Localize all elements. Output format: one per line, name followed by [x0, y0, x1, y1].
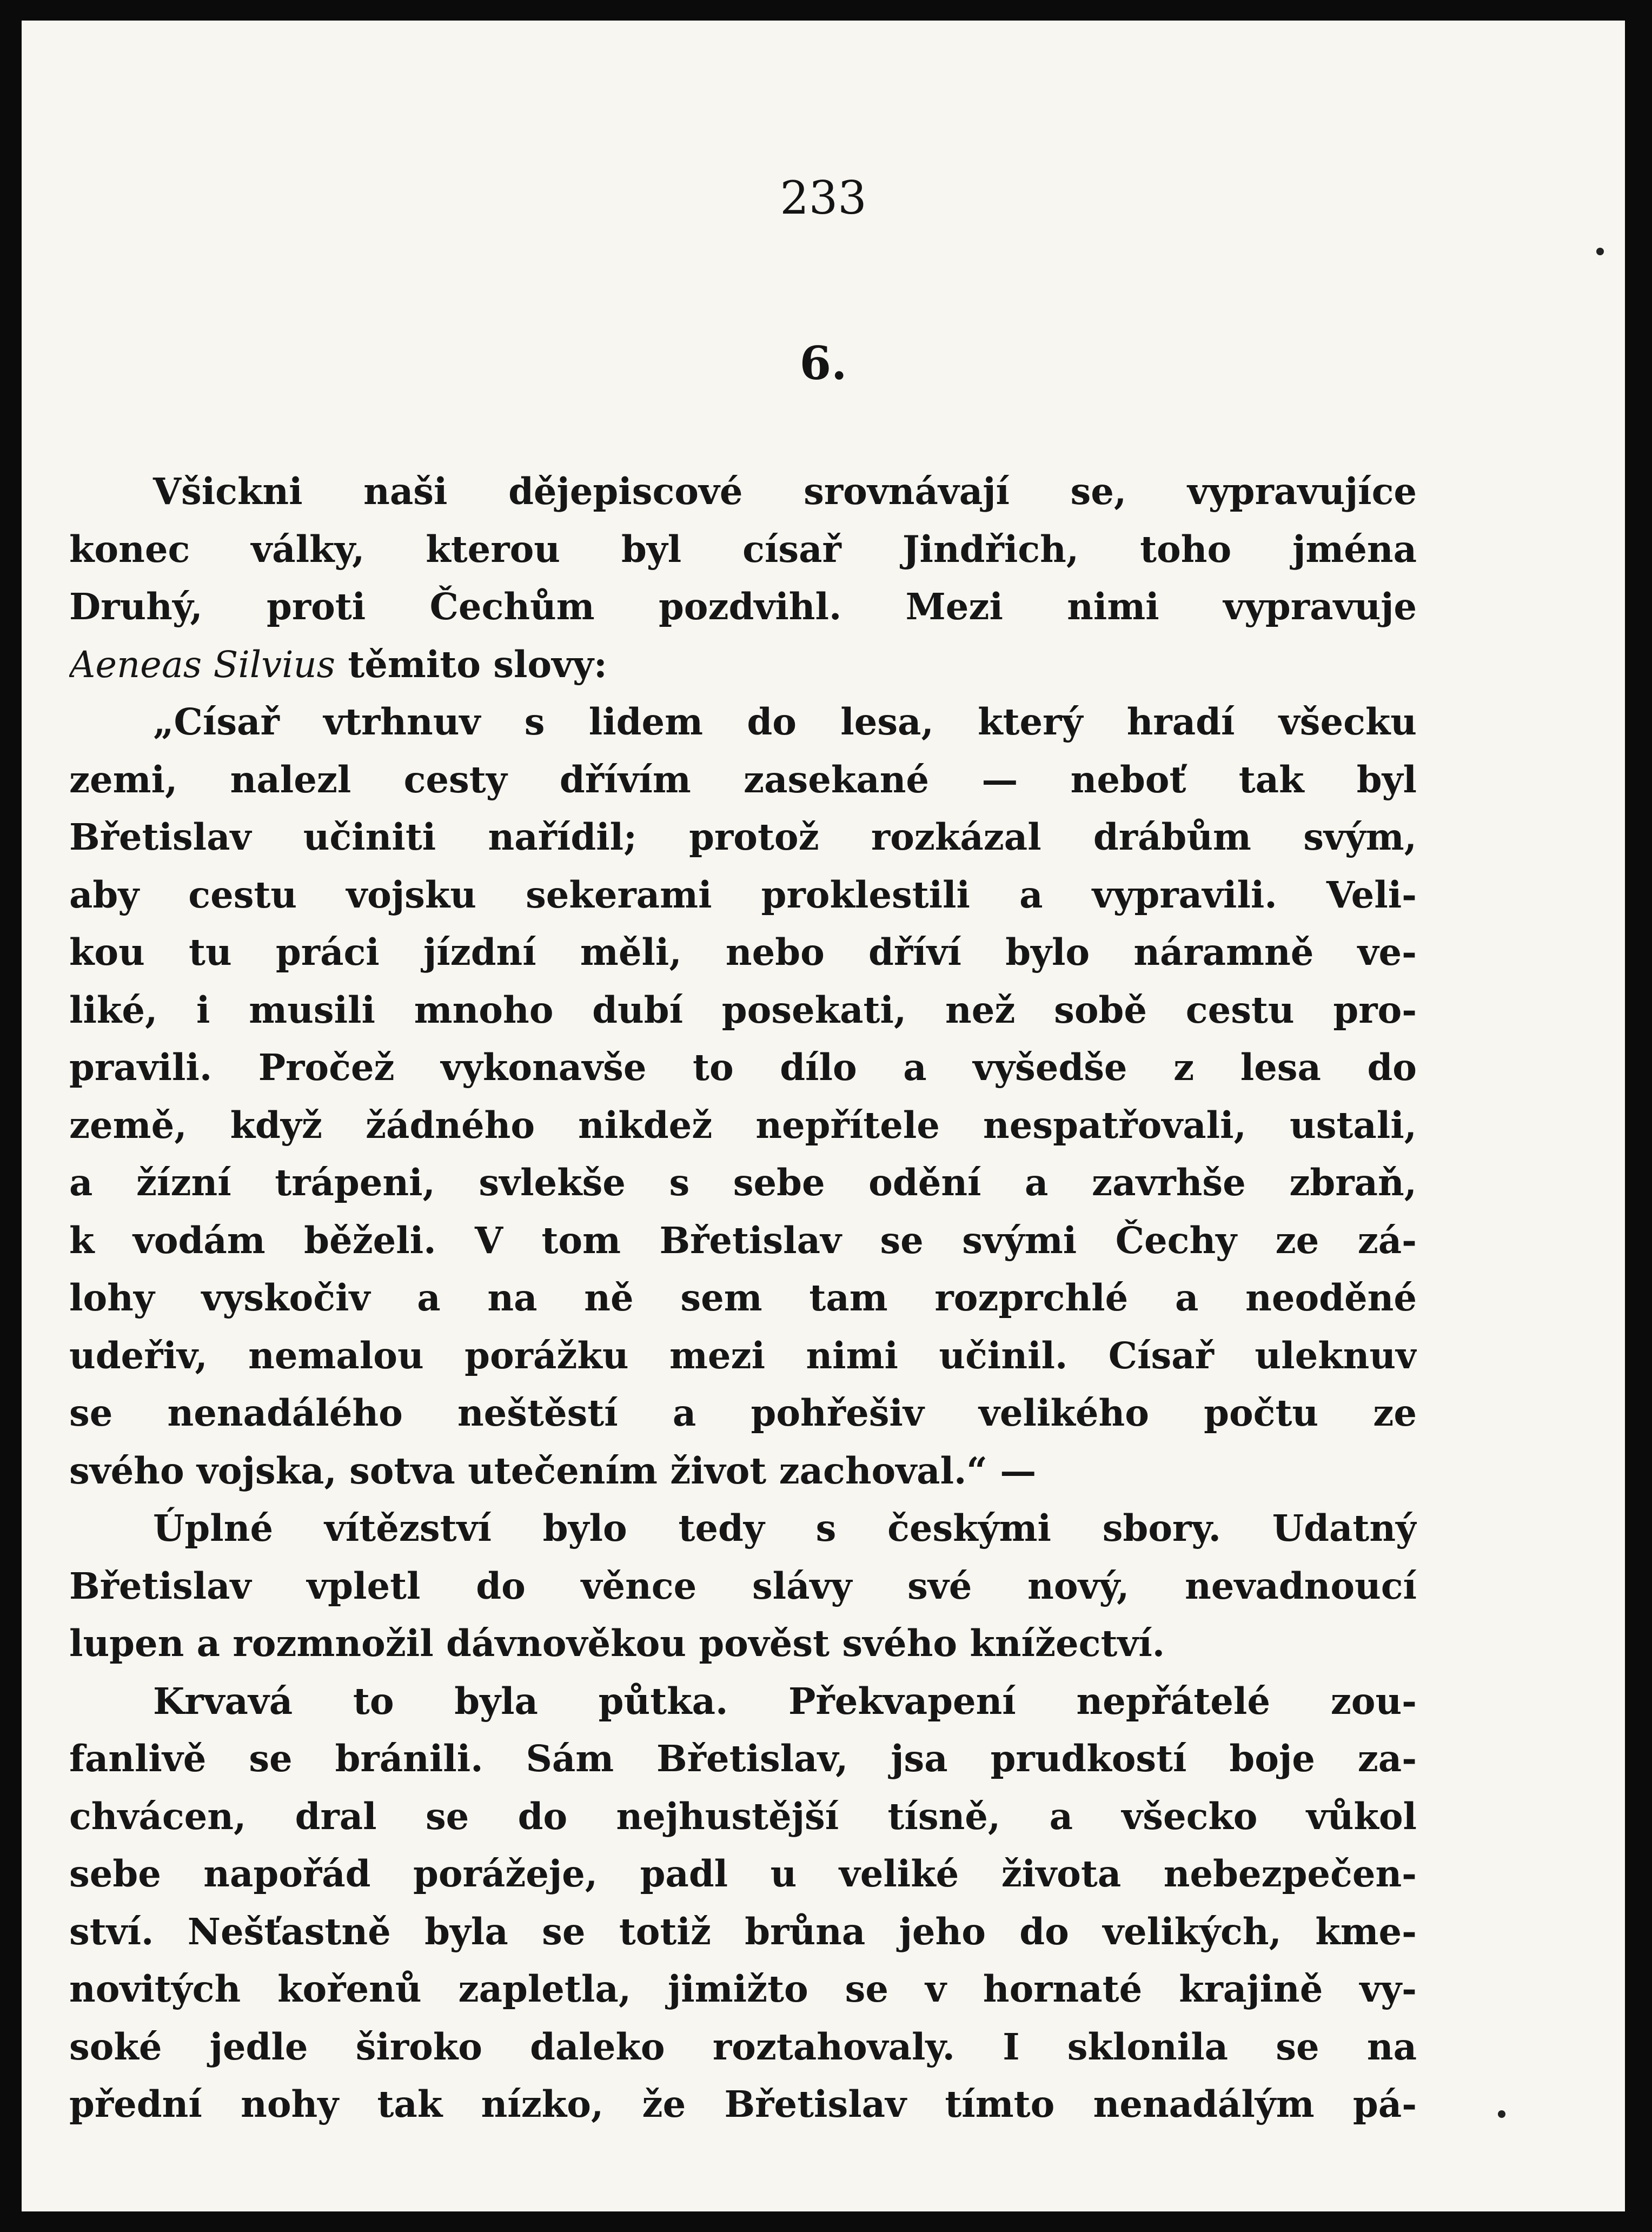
text-line: zemi, nalezl cesty dřívím zasekané — neboť tak byl [69, 758, 1417, 801]
text-fragment: těmito slovy: [335, 643, 607, 686]
text-line: liké, i musili mnoho dubí posekati, než sobě cestu pro- [69, 988, 1417, 1031]
scan-speck [1596, 248, 1604, 255]
author-name: Aeneas Silvius [69, 643, 336, 686]
text-line: ství. Nešťastně byla se totiž brůna jeho do velikých, kme- [69, 1910, 1417, 1953]
text-line: k vodám běželi. V tom Břetislav se svými Čechy ze zá- [69, 1218, 1417, 1262]
text-line: aby cestu vojsku sekerami proklestili a vypravili. Veli- [69, 873, 1417, 916]
text-line: novitých kořenů zapletla, jimižto se v hornaté krajině vy- [69, 1968, 1417, 2010]
text-line: Krvavá to byla půtka. Překvapení nepřátelé zou- [153, 1679, 1417, 1723]
text-line: lupen a rozmnožil dávnověkou pověst svého knížectví. [69, 1622, 1165, 1665]
text-line: Břetislav vpletl do věnce slávy své nový, nevadnoucí [69, 1564, 1417, 1607]
section-heading: 6. [799, 336, 847, 390]
text-line: pravili. Pročež vykonavše to dílo a vyšedše z lesa do [69, 1046, 1417, 1089]
text-line: a žízní trápeni, svlekše s sebe odění a zavrhše zbraň, [69, 1161, 1417, 1204]
page-number: 233 [780, 171, 867, 224]
text-line: svého vojska, sotva utečením život zachoval.“ — [69, 1449, 1037, 1492]
text-line: Všickni naši dějepiscové srovnávají se, vypravujíce [153, 470, 1417, 513]
body-text [69, 463, 1417, 2134]
text-line: lohy vyskočiv a na ně sem tam rozprchlé a neoděné [69, 1276, 1417, 1319]
text-line: Břetislav učiniti nařídil; protož rozkázal drábům svým, [69, 816, 1417, 858]
text-line: přední nohy tak nízko, že Břetislav tímto nenadálým pá- [69, 2083, 1417, 2125]
scan-speck [1498, 2110, 1505, 2118]
text-line: soké jedle široko daleko roztahovaly. I sklonila se na [69, 2025, 1417, 2068]
book-page [22, 21, 1625, 2211]
text-line: Úplné vítězství bylo tedy s českými sbory. Udatný [153, 1507, 1417, 1549]
text-line: země, když žádného nikdež nepřítele nespatřovali, ustali, [69, 1103, 1417, 1147]
text-line: „Císař vtrhnuv s lidem do lesa, který hradí všecku [153, 700, 1417, 743]
text-line: sebe napořád porážeje, padl u veliké života nebezpečen- [69, 1852, 1417, 1895]
text-line: Druhý, proti Čechům pozdvihl. Mezi nimi vypravuje [69, 585, 1417, 628]
text-line: fanlivě se bránili. Sám Břetislav, jsa prudkostí boje za- [69, 1737, 1417, 1780]
text-line: chvácen, dral se do nejhustější tísně, a všecko vůkol [69, 1794, 1417, 1838]
text-line: kou tu práci jízdní měli, nebo dříví bylo náramně ve- [69, 931, 1417, 973]
scan-border-right [1625, 0, 1652, 2232]
text-line [69, 636, 1417, 694]
text-line: se nenadálého neštěstí a pohřešiv velikého počtu ze [69, 1392, 1417, 1434]
text-line: udeřiv, nemalou porážku mezi nimi učinil. Císař uleknuv [69, 1334, 1417, 1377]
text-line: konec války, kterou byl císař Jindřich, toho jména [69, 527, 1417, 571]
